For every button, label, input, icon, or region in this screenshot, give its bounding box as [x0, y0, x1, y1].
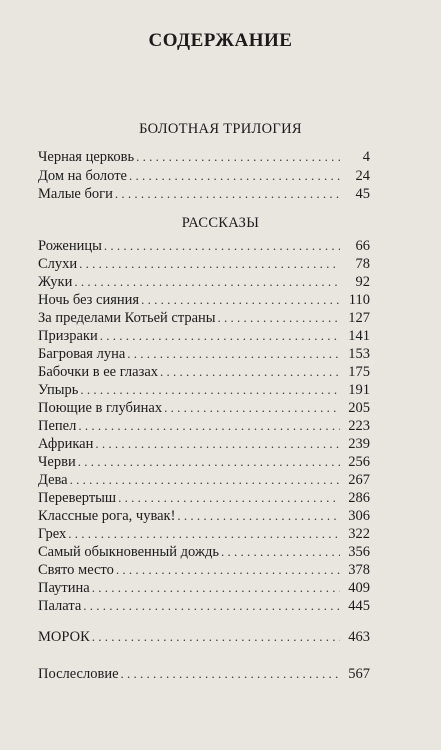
entry-page: 175 [348, 364, 370, 380]
entry-title: Дева [38, 472, 68, 488]
toc-entry-morok [38, 627, 370, 646]
entry-page: 356 [348, 544, 370, 560]
entry-page: 223 [348, 418, 370, 434]
entry-page: 306 [348, 508, 370, 524]
dot-leader [115, 184, 340, 203]
entry-title: Слухи [38, 256, 78, 272]
entry-title: Призраки [38, 328, 98, 344]
entry-title: Малые боги [38, 186, 113, 202]
dot-leader [116, 560, 340, 579]
entry-title: Поющие в глубинах [38, 400, 163, 416]
entry-page: 191 [348, 382, 370, 398]
entry-title: Перевертыш [38, 490, 117, 506]
dot-leader [74, 272, 340, 291]
entry-title: Африкан [38, 436, 94, 452]
entry-title: Жуки [38, 274, 73, 290]
entry-page: 378 [348, 562, 370, 578]
toc-entry [38, 290, 370, 309]
entry-title: За пределами Котьей страны [38, 310, 216, 326]
entry-page: 567 [348, 666, 370, 682]
entry-page: 127 [348, 310, 370, 326]
dot-leader [129, 166, 340, 185]
dot-leader [221, 542, 340, 561]
dot-leader [121, 664, 340, 683]
entry-title: Роженицы [38, 238, 102, 254]
entry-title: МОРОК [38, 629, 90, 645]
toc-entry [38, 236, 370, 255]
toc-entry [38, 344, 370, 363]
toc-entry-afterword [38, 664, 370, 683]
entry-page: 322 [348, 526, 370, 542]
entry-page: 463 [348, 629, 370, 645]
entry-page: 92 [355, 274, 370, 290]
toc-entry [38, 184, 370, 203]
entry-page: 45 [355, 186, 370, 202]
dot-leader [127, 344, 340, 363]
toc-entry [38, 308, 370, 327]
entry-page: 239 [348, 436, 370, 452]
toc-entry [38, 470, 370, 489]
entry-title: Палата [38, 598, 82, 614]
entry-title: Ночь без сияния [38, 292, 140, 308]
entry-title: Свято место [38, 562, 114, 578]
entry-page: 205 [348, 400, 370, 416]
entry-page: 286 [348, 490, 370, 506]
entry-title: Классные рога, чувак! [38, 508, 176, 524]
dot-leader [100, 326, 340, 345]
toc-entry [38, 398, 370, 417]
toc-entry [38, 272, 370, 291]
toc-entry [38, 254, 370, 273]
entry-page: 24 [355, 168, 370, 184]
dot-leader [79, 254, 340, 273]
entry-title: Багровая луна [38, 346, 126, 362]
dot-leader [141, 290, 340, 309]
entry-page: 110 [348, 292, 370, 308]
toc-entry [38, 560, 370, 579]
dot-leader [92, 627, 340, 646]
entry-title: Послесловие [38, 666, 119, 682]
entry-page: 153 [348, 346, 370, 362]
dot-leader [92, 578, 340, 597]
entry-title: Упырь [38, 382, 79, 398]
toc-entry [38, 147, 370, 166]
toc-entry [38, 596, 370, 615]
dot-leader [78, 452, 340, 471]
toc-entry [38, 362, 370, 381]
entry-page: 4 [362, 149, 370, 165]
entry-title: Грех [38, 526, 67, 542]
entry-title: Бабочки в ее глазах [38, 364, 159, 380]
entry-title: Дом на болоте [38, 168, 127, 184]
entry-title: Пепел [38, 418, 77, 434]
dot-leader [78, 416, 340, 435]
toc-entry [38, 452, 370, 471]
toc-entry [38, 326, 370, 345]
toc-entry [38, 542, 370, 561]
entry-page: 78 [355, 256, 370, 272]
entry-page: 409 [348, 580, 370, 596]
toc-entry [38, 380, 370, 399]
toc-entry [38, 434, 370, 453]
dot-leader [80, 380, 340, 399]
entry-page: 256 [348, 454, 370, 470]
dot-leader [164, 398, 340, 417]
dot-leader [95, 434, 340, 453]
dot-leader [104, 236, 340, 255]
dot-leader [177, 506, 340, 525]
section-heading-swamp-trilogy: БОЛОТНАЯ ТРИЛОГИЯ [139, 121, 302, 137]
page-title: СОДЕРЖАНИЕ [148, 30, 293, 51]
entry-title: Самый обыкновенный дождь [38, 544, 219, 560]
entry-page: 445 [348, 598, 370, 614]
entry-title: Черви [38, 454, 76, 470]
dot-leader [218, 308, 340, 327]
entry-page: 267 [348, 472, 370, 488]
dot-leader [83, 596, 340, 615]
entry-page: 141 [348, 328, 370, 344]
toc-entry [38, 506, 370, 525]
dot-leader [70, 470, 340, 489]
dot-leader [68, 524, 340, 543]
toc-entry [38, 416, 370, 435]
dot-leader [118, 488, 340, 507]
entry-title: Паутина [38, 580, 90, 596]
dot-leader [136, 147, 340, 166]
entry-page: 66 [355, 238, 370, 254]
toc-entry [38, 166, 370, 185]
toc-entry [38, 488, 370, 507]
section-heading-stories: РАССКАЗЫ [181, 215, 260, 231]
entry-title: Черная церковь [38, 149, 135, 165]
dot-leader [160, 362, 340, 381]
toc-entry [38, 524, 370, 543]
toc-entry [38, 578, 370, 597]
